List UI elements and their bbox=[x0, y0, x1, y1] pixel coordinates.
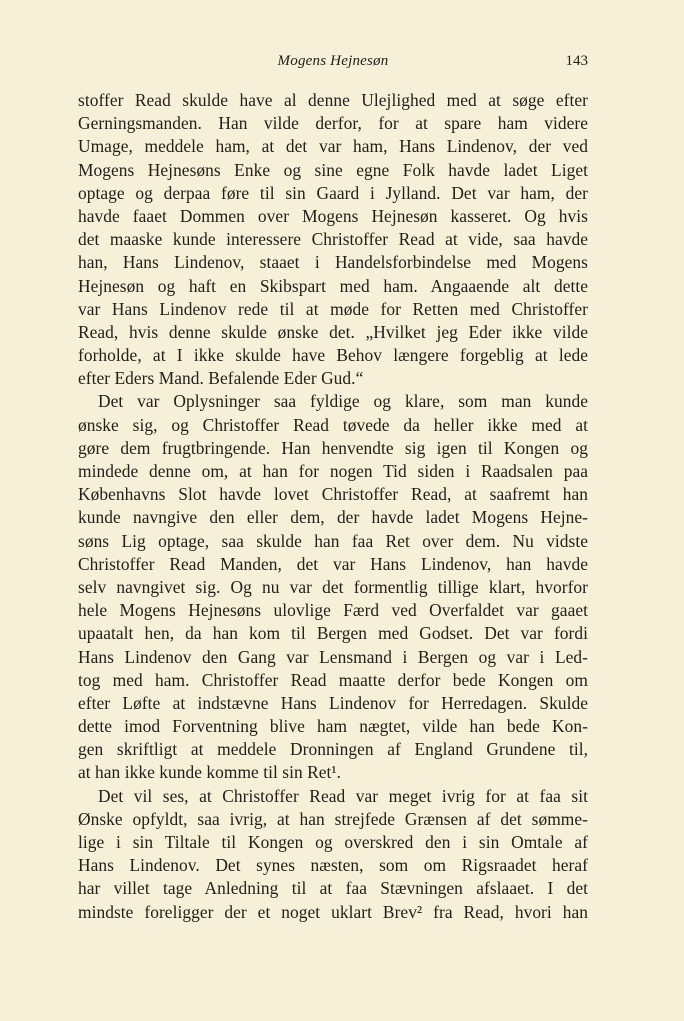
text-line: mindste foreligger der et noget uklart Brev² fra Read, hvori han bbox=[78, 901, 588, 922]
text-line: stoffer Read skulde have al denne Ulejlighed med at søge efter bbox=[78, 90, 588, 110]
text-line: upaatalt hen, da han kom til Bergen med Godset. Det var fordi bbox=[78, 623, 588, 644]
text-line: har villet tage Anledning til at faa Stævningen afslaaet. I det bbox=[78, 878, 588, 899]
text-line: han, Hans Lindenov, staaet i Handelsforbindelse med Mogens bbox=[78, 252, 588, 273]
text-line: det maaske kunde interessere Christoffer Read at vide, saa havde bbox=[78, 229, 588, 250]
paragraph bbox=[78, 89, 588, 390]
body-text bbox=[78, 89, 588, 924]
text-line: efter Løfte at indstævne Hans Lindenov for Herredagen. Skulde bbox=[78, 692, 588, 713]
paragraph bbox=[78, 390, 588, 784]
text-line: gen skriftligt at meddele Dronningen af England Grundene til, bbox=[78, 739, 588, 760]
text-line: Hans Lindenov den Gang var Lensmand i Bergen og var i Led- bbox=[78, 646, 588, 667]
paragraph bbox=[78, 785, 588, 924]
text-line: havde faaet Dommen over Mogens Hejnesøn kasseret. Og hvis bbox=[78, 205, 588, 226]
text-line: efter Eders Mand. Befalende Eder Gud.“ bbox=[78, 368, 364, 389]
text-line: lige i sin Tiltale til Kongen og overskred den i sin Omtale af bbox=[78, 832, 588, 852]
text-line: gøre dem frugtbringende. Han henvendte sig igen til Kongen og bbox=[78, 437, 588, 458]
text-line: Ønske opfyldt, saa ivrig, at han strejfede Grænsen af det sømme- bbox=[78, 808, 588, 829]
text-line: forholde, at I ikke skulde have Behov længere forgeblig at lede bbox=[78, 345, 588, 366]
text-line: hele Mogens Hejnesøns ulovlige Færd ved Overfaldet var gaaet bbox=[78, 600, 588, 621]
text-line: tog med ham. Christoffer Read maatte derfor bede Kongen om bbox=[78, 669, 588, 690]
text-line: Det var Oplysninger saa fyldige og klare, som man kunde bbox=[98, 391, 588, 412]
text-line: optage og derpaa føre til sin Gaard i Jylland. Det var ham, der bbox=[78, 182, 588, 203]
text-line: selv navngivet sig. Og nu var det formentlig tillige klart, hvorfor bbox=[78, 576, 588, 597]
text-line: var Hans Lindenov rede til at møde for Retten med Christoffer bbox=[78, 298, 588, 319]
text-line: kunde navngive den eller dem, der havde ladet Mogens Hejne- bbox=[78, 507, 588, 528]
text-line: Hejnesøn og haft en Skibspart med ham. Angaaende alt dette bbox=[78, 275, 588, 296]
text-line: mindede denne om, at han for nogen Tid siden i Raadsalen paa bbox=[78, 461, 588, 481]
text-line: Hans Lindenov. Det synes næsten, som om Rigsraadet heraf bbox=[78, 855, 588, 876]
running-header bbox=[78, 53, 588, 73]
text-line: dette imod Forventning blive ham nægtet, vilde han bede Kon- bbox=[78, 716, 588, 737]
text-line: Umage, meddele ham, at det var ham, Hans Lindenov, der ved bbox=[78, 136, 588, 157]
text-line: Gerningsmanden. Han vilde derfor, for at spare ham videre bbox=[78, 113, 588, 134]
text-line: ønske sig, og Christoffer Read tøvede da heller ikke med at bbox=[78, 414, 588, 435]
text-line: Det vil ses, at Christoffer Read var meget ivrig for at faa sit bbox=[98, 785, 588, 806]
text-line: at han ikke kunde komme til sin Ret¹. bbox=[78, 762, 342, 783]
text-line: Københavns Slot havde lovet Christoffer Read, at saafremt han bbox=[78, 484, 588, 505]
running-title: Mogens Hejnesøn bbox=[277, 53, 389, 69]
text-line: Christoffer Read Manden, det var Hans Lindenov, han havde bbox=[78, 553, 588, 574]
text-line: Read, hvis denne skulde ønske det. „Hvilket jeg Eder ikke vilde bbox=[78, 321, 588, 342]
text-line: Mogens Hejnesøns Enke og sine egne Folk havde ladet Liget bbox=[78, 159, 588, 180]
text-line: søns Lig optage, saa skulde han faa Ret over dem. Nu vidste bbox=[78, 530, 588, 551]
page-number: 143 bbox=[565, 53, 588, 69]
